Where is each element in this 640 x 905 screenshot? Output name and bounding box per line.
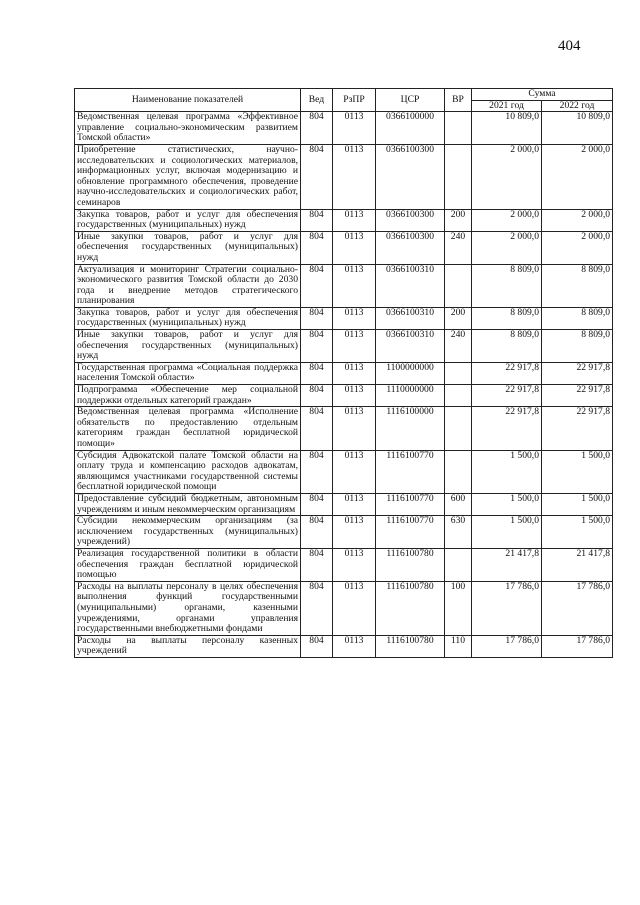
cell-sum-2021: 8 809,0 xyxy=(472,307,542,329)
cell-sum-2022: 1 500,0 xyxy=(542,450,613,493)
cell-csr: 1116100000 xyxy=(376,407,445,450)
table-row xyxy=(75,548,613,581)
cell-vr xyxy=(445,144,472,209)
cell-rzpr: 0113 xyxy=(333,264,376,307)
cell-vr xyxy=(445,407,472,450)
cell-name: Закупка товаров, работ и услуг для обеспечения государственных (муниципальных) нужд xyxy=(75,307,301,329)
cell-vr: 200 xyxy=(445,307,472,329)
cell-vr: 240 xyxy=(445,231,472,264)
cell-ved: 804 xyxy=(301,307,333,329)
cell-name: Ведомственная целевая программа «Эффективное управление социально-экономическим развитием Томской области» xyxy=(75,112,301,145)
cell-ved: 804 xyxy=(301,407,333,450)
cell-rzpr: 0113 xyxy=(333,231,376,264)
cell-sum-2022: 1 500,0 xyxy=(542,516,613,549)
cell-vr xyxy=(445,112,472,145)
table-row xyxy=(75,493,613,515)
cell-csr: 0366100310 xyxy=(376,264,445,307)
cell-sum-2021: 2 000,0 xyxy=(472,144,542,209)
cell-sum-2022: 22 917,8 xyxy=(542,362,613,384)
cell-sum-2021: 1 500,0 xyxy=(472,516,542,549)
cell-vr xyxy=(445,450,472,493)
cell-csr: 0366100310 xyxy=(376,330,445,363)
cell-sum-2022: 8 809,0 xyxy=(542,330,613,363)
cell-sum-2022: 22 917,8 xyxy=(542,385,613,407)
table-row xyxy=(75,362,613,384)
cell-csr: 1100000000 xyxy=(376,362,445,384)
cell-name: Субсидии некоммерческим организациям (за исключением государственных (муниципальных) учреждений) xyxy=(75,516,301,549)
cell-sum-2022: 2 000,0 xyxy=(542,231,613,264)
cell-csr: 0366100300 xyxy=(376,209,445,231)
cell-name: Подпрограмма «Обеспечение мер социальной поддержки отдельных категорий граждан» xyxy=(75,385,301,407)
header-csr: ЦСР xyxy=(376,89,445,112)
cell-name: Актуализация и мониторинг Стратегии социально-экономического развития Томской области до 2030 года и внедрение методов стратегического планирования xyxy=(75,264,301,307)
cell-rzpr: 0113 xyxy=(333,407,376,450)
cell-ved: 804 xyxy=(301,385,333,407)
cell-csr: 1116100780 xyxy=(376,581,445,635)
header-vr: ВР xyxy=(445,89,472,112)
budget-table xyxy=(74,88,613,658)
cell-vr: 110 xyxy=(445,635,472,657)
cell-ved: 804 xyxy=(301,144,333,209)
cell-vr xyxy=(445,264,472,307)
cell-csr: 0366100000 xyxy=(376,112,445,145)
cell-rzpr: 0113 xyxy=(333,450,376,493)
cell-csr: 1110000000 xyxy=(376,385,445,407)
cell-vr xyxy=(445,362,472,384)
cell-sum-2022: 2 000,0 xyxy=(542,209,613,231)
cell-ved: 804 xyxy=(301,231,333,264)
cell-sum-2022: 17 786,0 xyxy=(542,581,613,635)
cell-name: Расходы на выплаты персоналу в целях обеспечения выполнения функций государственными (муниципальными) органами, казенными учреждениями, органами управления государственными внебюджетными фондами xyxy=(75,581,301,635)
cell-sum-2022: 10 809,0 xyxy=(542,112,613,145)
cell-ved: 804 xyxy=(301,450,333,493)
cell-rzpr: 0113 xyxy=(333,548,376,581)
cell-rzpr: 0113 xyxy=(333,385,376,407)
cell-sum-2022: 2 000,0 xyxy=(542,144,613,209)
cell-sum-2022: 21 417,8 xyxy=(542,548,613,581)
cell-rzpr: 0113 xyxy=(333,362,376,384)
cell-csr: 1116100780 xyxy=(376,548,445,581)
header-sum: Сумма xyxy=(472,89,613,101)
cell-ved: 804 xyxy=(301,548,333,581)
cell-csr: 1116100770 xyxy=(376,516,445,549)
header-ved: Вед xyxy=(301,89,333,112)
cell-ved: 804 xyxy=(301,330,333,363)
table-row xyxy=(75,112,613,145)
cell-sum-2021: 22 917,8 xyxy=(472,385,542,407)
cell-sum-2021: 17 786,0 xyxy=(472,635,542,657)
table-row xyxy=(75,231,613,264)
cell-csr: 0366100300 xyxy=(376,144,445,209)
table-row xyxy=(75,264,613,307)
cell-name: Ведомственная целевая программа «Исполнение обязательств по предоставлению отдельным категориям граждан бесплатной юридической помощи» xyxy=(75,407,301,450)
cell-sum-2021: 8 809,0 xyxy=(472,264,542,307)
cell-rzpr: 0113 xyxy=(333,209,376,231)
cell-csr: 0366100310 xyxy=(376,307,445,329)
cell-sum-2021: 1 500,0 xyxy=(472,493,542,515)
cell-rzpr: 0113 xyxy=(333,144,376,209)
cell-vr: 100 xyxy=(445,581,472,635)
cell-csr: 1116100770 xyxy=(376,493,445,515)
cell-vr: 200 xyxy=(445,209,472,231)
cell-name: Государственная программа «Социальная поддержка населения Томской области» xyxy=(75,362,301,384)
header-name: Наименование показателей xyxy=(75,89,301,112)
cell-rzpr: 0113 xyxy=(333,493,376,515)
cell-rzpr: 0113 xyxy=(333,635,376,657)
cell-vr: 600 xyxy=(445,493,472,515)
header-rzpr: РзПР xyxy=(333,89,376,112)
cell-sum-2022: 17 786,0 xyxy=(542,635,613,657)
cell-sum-2021: 2 000,0 xyxy=(472,231,542,264)
table-header xyxy=(75,89,613,112)
cell-rzpr: 0113 xyxy=(333,307,376,329)
cell-name: Реализация государственной политики в области обеспечения граждан бесплатной юридической помощью xyxy=(75,548,301,581)
header-year-2022: 2022 год xyxy=(542,100,613,112)
table-row xyxy=(75,385,613,407)
header-year-2021: 2021 год xyxy=(472,100,542,112)
cell-sum-2022: 8 809,0 xyxy=(542,264,613,307)
table-row xyxy=(75,581,613,635)
table-row xyxy=(75,144,613,209)
cell-csr: 0366100300 xyxy=(376,231,445,264)
cell-sum-2021: 10 809,0 xyxy=(472,112,542,145)
cell-ved: 804 xyxy=(301,516,333,549)
cell-name: Иные закупки товаров, работ и услуг для обеспечения государственных (муниципальных) нужд xyxy=(75,231,301,264)
cell-sum-2021: 1 500,0 xyxy=(472,450,542,493)
cell-rzpr: 0113 xyxy=(333,112,376,145)
cell-sum-2021: 17 786,0 xyxy=(472,581,542,635)
table-row xyxy=(75,635,613,657)
cell-rzpr: 0113 xyxy=(333,581,376,635)
cell-sum-2022: 8 809,0 xyxy=(542,307,613,329)
cell-name: Предоставление субсидий бюджетным, автономным учреждениям и иным некоммерческим организациям xyxy=(75,493,301,515)
cell-rzpr: 0113 xyxy=(333,330,376,363)
cell-sum-2021: 21 417,8 xyxy=(472,548,542,581)
cell-ved: 804 xyxy=(301,112,333,145)
cell-vr: 630 xyxy=(445,516,472,549)
table-row xyxy=(75,209,613,231)
cell-ved: 804 xyxy=(301,362,333,384)
cell-sum-2022: 22 917,8 xyxy=(542,407,613,450)
cell-name: Приобретение статистических, научно-исследовательских и социологических материалов, информационных услуг, включая модернизацию и обновление программного обеспечения, проведение научно-исследовательских и социологических работ, семинаров xyxy=(75,144,301,209)
cell-name: Субсидия Адвокатской палате Томской области на оплату труда и компенсацию расходов адвокатам, являющимся участниками государственной системы бесплатной юридической помощи xyxy=(75,450,301,493)
cell-sum-2021: 8 809,0 xyxy=(472,330,542,363)
cell-ved: 804 xyxy=(301,493,333,515)
table-row xyxy=(75,307,613,329)
table-row xyxy=(75,330,613,363)
cell-sum-2022: 1 500,0 xyxy=(542,493,613,515)
cell-ved: 804 xyxy=(301,264,333,307)
table-row xyxy=(75,450,613,493)
cell-rzpr: 0113 xyxy=(333,516,376,549)
cell-sum-2021: 2 000,0 xyxy=(472,209,542,231)
cell-sum-2021: 22 917,8 xyxy=(472,362,542,384)
cell-csr: 1116100780 xyxy=(376,635,445,657)
cell-ved: 804 xyxy=(301,581,333,635)
cell-name: Закупка товаров, работ и услуг для обеспечения государственных (муниципальных) нужд xyxy=(75,209,301,231)
cell-name: Расходы на выплаты персоналу казенных учреждений xyxy=(75,635,301,657)
cell-name: Иные закупки товаров, работ и услуг для обеспечения государственных (муниципальных) нужд xyxy=(75,330,301,363)
cell-vr xyxy=(445,548,472,581)
cell-sum-2021: 22 917,8 xyxy=(472,407,542,450)
table-row xyxy=(75,516,613,549)
cell-vr: 240 xyxy=(445,330,472,363)
table-row xyxy=(75,407,613,450)
cell-ved: 804 xyxy=(301,209,333,231)
cell-vr xyxy=(445,385,472,407)
table-body xyxy=(75,112,613,658)
cell-csr: 1116100770 xyxy=(376,450,445,493)
cell-ved: 804 xyxy=(301,635,333,657)
page-number: 404 xyxy=(558,38,581,54)
